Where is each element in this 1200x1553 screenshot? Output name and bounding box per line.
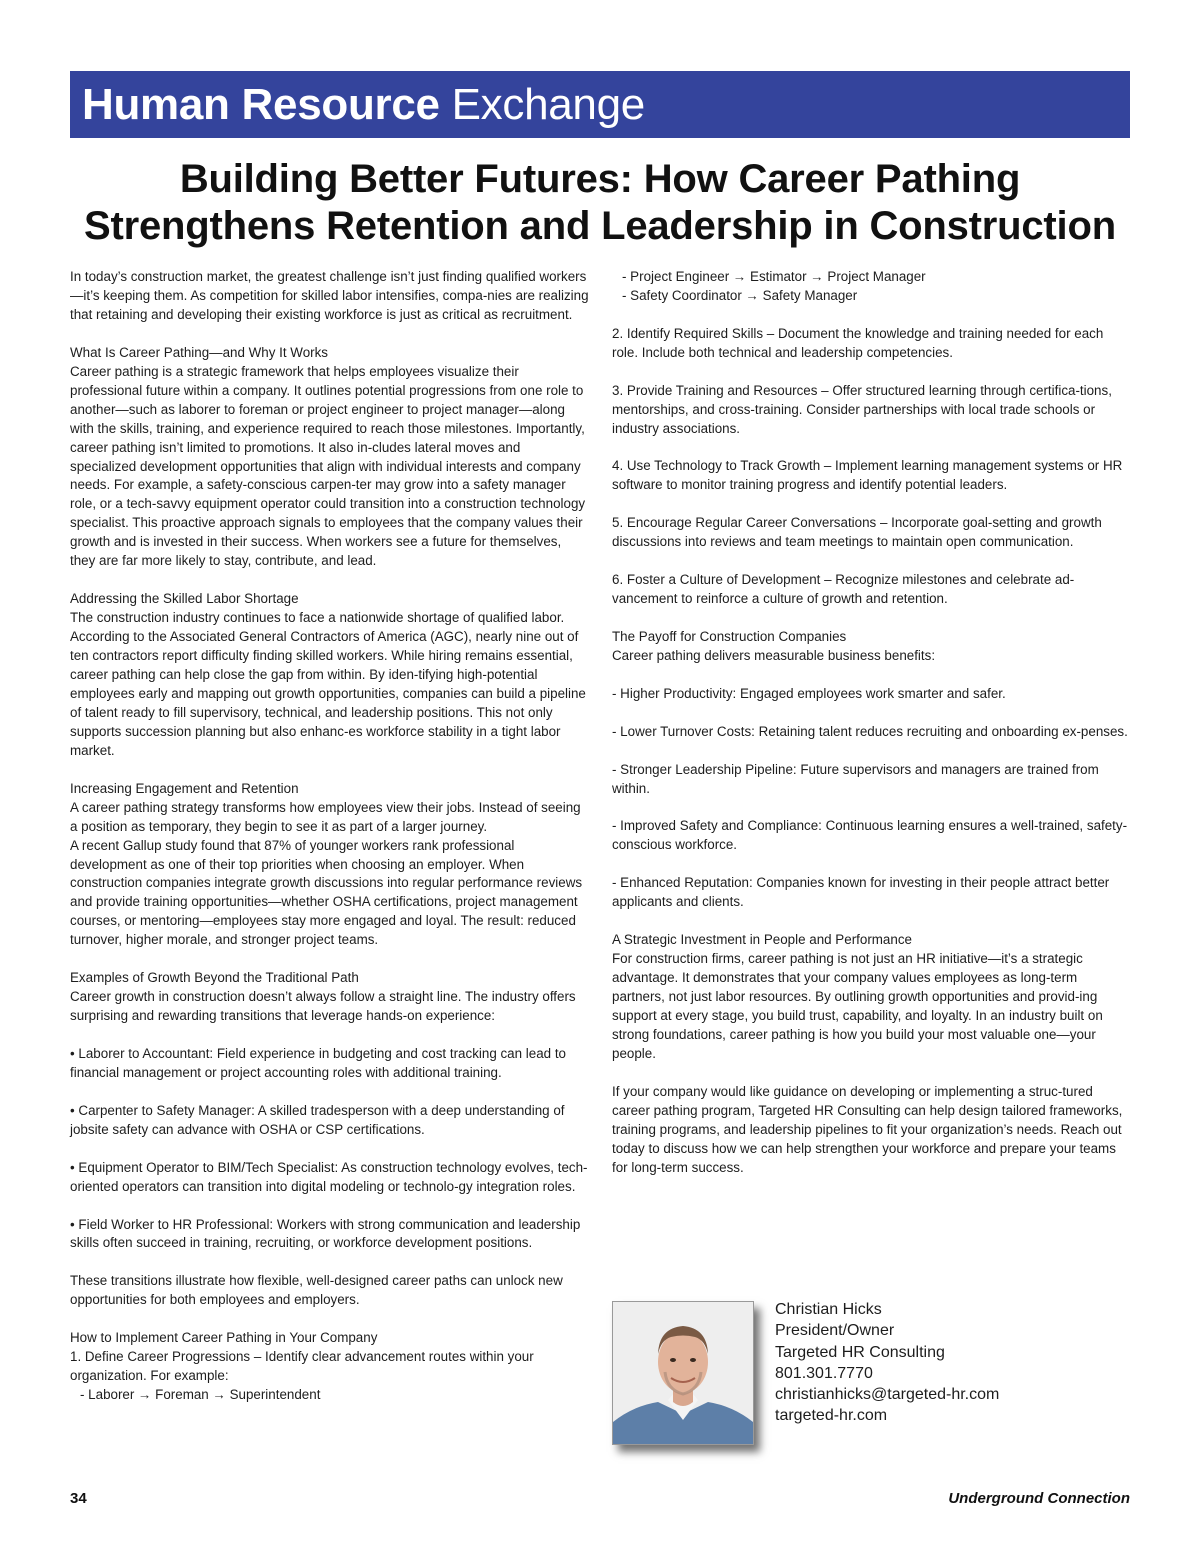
paragraph: • Equipment Operator to BIM/Tech Specialist: As construction technology evolves, tech-oriented operators can transition into digital modeling or technolo-gy integration roles. (70, 1159, 588, 1194)
paragraph: Career pathing delivers measurable business benefits: (612, 647, 936, 663)
paragraph: - Improved Safety and Compliance: Continuous learning ensures a well-trained, safety-conscious workforce. (612, 818, 1128, 853)
paragraph: The construction industry continues to face a nationwide shortage of qualified labor. According to the Associated General Contractors of America (AGC), nearly nine out of ten contractors report difficulty finding skilled workers. While hiring remains essential, career pathing can help close the gap from within. By iden-tifying high-potential employees early and mapping out growth opportunities, companies can build a pipeline of talent ready to fill supervisory, technical, and leadership positions. This not only supports succession planning but also enhanc-es workforce stability in a tight labor market. (70, 610, 586, 758)
author-title: President/Owner (775, 1322, 895, 1340)
paragraph: 2. Identify Required Skills – Document the knowledge and training needed for each role. Include both technical and leadership competencies. (612, 325, 1104, 360)
paragraph: - Enhanced Reputation: Companies known for investing in their people attract better applicants and clients. (612, 875, 1110, 910)
paragraph: A Strategic Investment in People and Performance (612, 932, 912, 948)
section-banner (70, 71, 1130, 138)
author-email[interactable]: christianhicks@targeted-hr.com (775, 1386, 1000, 1404)
paragraph: - Stronger Leadership Pipeline: Future supervisors and managers are trained from within. (612, 761, 1099, 796)
paragraph: What Is Career Pathing—and Why It Works (70, 344, 328, 360)
paragraph: - Laborer → Foreman → Superintendent (80, 1387, 321, 1403)
headline-line-1: Building Better Futures: How Career Pathing (179, 157, 1021, 201)
paragraph: Increasing Engagement and Retention (70, 780, 299, 796)
paragraph: In today’s construction market, the greatest challenge isn’t just finding qualified workers—it’s keeping them. As competition for skilled labor intensifies, compa-nies are realizing that retaining and developing their existing workforce is just as critical as recruitment. (70, 269, 589, 322)
author-website[interactable]: targeted-hr.com (775, 1407, 888, 1425)
paragraph: These transitions illustrate how flexible, well-designed career paths can unlock new opportunities for both employees and employers. (70, 1273, 563, 1308)
author-phone: 801.301.7770 (775, 1364, 873, 1382)
author-contact (775, 1299, 999, 1427)
article-headline (40, 156, 1160, 250)
paragraph: 5. Encourage Regular Career Conversations – Incorporate goal-setting and growth discussions into reviews and team meetings to maintain open communication. (612, 515, 1102, 550)
section-title-bold: Human Resource (82, 79, 440, 129)
headline-line-2: Strengthens Retention and Leadership in Construction (84, 204, 1116, 248)
paragraph: Career pathing is a strategic framework that helps employees visualize their professional future within a company. It outlines potential progressions from one role to another—such as laborer to foreman or project engineer to project manager—along with the skills, training, and experience required to reach those milestones. Importantly, career pathing isn’t limited to promotions. It also in-cludes lateral moves and specialized development opportunities that align with individual interests and company needs. For example, a safety-conscious carpen-ter may grow into a safety manager role, or a tech-savvy equipment operator could transition into a construction technology specialist. This proactive approach signals to employees that the company values their growth and is invested in their success. When workers see a future for themselves, they are far more likely to stay, contribute, and lead. (70, 363, 586, 569)
page-number: 34 (70, 1490, 87, 1507)
paragraph: Career growth in construction doesn’t always follow a straight line. The industry offers surprising and rewarding transitions that leverage hands-on experience: (70, 989, 576, 1024)
publication-name: Underground Connection (948, 1490, 1130, 1507)
paragraph: If your company would like guidance on developing or implementing a struc-tured career pathing program, Targeted HR Consulting can help design tailored frameworks, training programs, and leadership pipelines to fit your organization’s needs. Reach out today to discuss how we can help strengthen your workforce and prepare your teams for long-term success. (612, 1083, 1123, 1175)
paragraph: For construction firms, career pathing is not just an HR initiative—it’s a strategic advantage. It demonstrates that your company values employees as long-term partners, not just labor resources. By outlining growth opportunities and provid-ing support at every stage, you build trust, capability, and loyalty. In an industry built on strong foundations, career pathing is how you build your most valuable one—your people. (612, 951, 1103, 1061)
article-left-column (70, 268, 590, 1405)
paragraph: • Field Worker to HR Professional: Workers with strong communication and leadership skills often succeed in training, recruiting, or workforce development positions. (70, 1216, 581, 1251)
paragraph: • Laborer to Accountant: Field experience in budgeting and cost tracking can lead to financial management or project accounting roles with additional training. (70, 1046, 566, 1080)
author-photo (612, 1301, 754, 1445)
paragraph: Examples of Growth Beyond the Traditional Path (70, 970, 359, 986)
paragraph: The Payoff for Construction Companies (612, 629, 847, 645)
section-title (82, 79, 645, 129)
paragraph: 4. Use Technology to Track Growth – Implement learning management systems or HR software to monitor training progress and identify potential leaders. (612, 458, 1123, 493)
section-title-light: Exchange (451, 79, 645, 129)
paragraph: 1. Define Career Progressions – Identify clear advancement routes within your organization. For example: (70, 1349, 534, 1384)
paragraph: 6. Foster a Culture of Development – Recognize milestones and celebrate ad-vancement to reinforce a culture of growth and retention. (612, 572, 1075, 607)
article-right-column (612, 268, 1132, 1178)
author-name: Christian Hicks (775, 1301, 882, 1318)
paragraph: - Lower Turnover Costs: Retaining talent reduces recruiting and onboarding ex-penses. (612, 723, 1128, 739)
paragraph: - Higher Productivity: Engaged employees work smarter and safer. (612, 685, 1006, 701)
paragraph: A career pathing strategy transforms how employees view their jobs. Instead of seeing a position as temporary, they begin to see it as part of a larger journey. (70, 799, 581, 834)
paragraph: Addressing the Skilled Labor Shortage (70, 591, 299, 607)
paragraph: - Safety Coordinator → Safety Manager (622, 287, 858, 303)
paragraph: - Project Engineer → Estimator → Project Manager (622, 269, 926, 284)
paragraph: 3. Provide Training and Resources – Offer structured learning through certifica-tions, mentorships, and cross-training. Consider partnerships with local trade schools or industry associations. (612, 382, 1112, 436)
author-company: Targeted HR Consulting (775, 1343, 945, 1361)
paragraph: How to Implement Career Pathing in Your Company (70, 1330, 378, 1346)
paragraph: • Carpenter to Safety Manager: A skilled tradesperson with a deep understanding of jobsite safety can advance with OSHA or CSP certifications. (70, 1102, 565, 1137)
paragraph: A recent Gallup study found that 87% of younger workers rank professional development as one of their top priorities when choosing an employer. When construction companies integrate growth discussions into regular performance reviews and provide training opportunities—whether OSHA certifications, project management courses, or mentoring—employees stay more engaged and loyal. The result: reduced turnover, higher morale, and stronger project teams. (70, 837, 583, 948)
